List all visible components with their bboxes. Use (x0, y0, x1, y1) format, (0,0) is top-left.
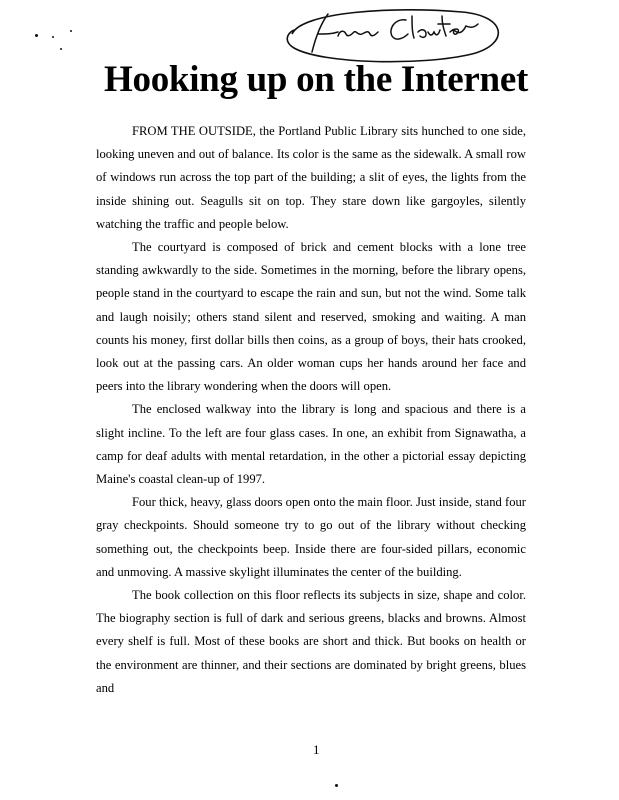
paragraph: FROM THE OUTSIDE, the Portland Public Library sits hunched to one side, looking uneven and out of balance. Its color is the same as the sidewalk. A small row of windows run across the top part of the building; a slit of eyes, the lights from the inside shining out. Seagulls sit on top. They stare down like gargoyles, silently watching the traffic and people below. (96, 124, 526, 231)
scan-speck (35, 34, 38, 37)
page-title: Hooking up on the Internet (104, 59, 528, 100)
essay-body (96, 120, 526, 700)
paragraph: The enclosed walkway into the library is long and spacious and there is a slight incline. To the left are four glass cases. In one, an exhibit from Signawatha, a camp for deaf adults with mental retardation, in the other a pictorial essay depicting Maine's coastal clean-up of 1997. (96, 402, 526, 487)
page-number: 1 (313, 742, 320, 757)
scan-speck (52, 36, 54, 38)
handwritten-signature (282, 4, 508, 66)
paragraph: Four thick, heavy, glass doors open onto the main floor. Just inside, stand four gray checkpoints. Should someone try to go out of the library without checking something out, the checkpoints beep. Inside there are four-sided pillars, economic and unmoving. A massive skylight illuminates the center of the building. (96, 495, 526, 579)
paragraph: The book collection on this floor reflects its subjects in size, shape and color. The biography section is full of dark and serious greens, blacks and browns. Almost every shelf is full. Most of these books are short and thick. But books on health or the environment are thinner, and their sections are dominated by bright greens, blues and (96, 588, 526, 695)
scan-speck (70, 30, 72, 32)
scan-speck (60, 48, 62, 50)
paragraph: The courtyard is composed of brick and cement blocks with a lone tree standing awkwardly to the side. Sometimes in the morning, before the library opens, people stand in the courtyard to escape the rain and sun, but not the wind. Some talk and laugh noisily; others stand silent and reserved, smoking and waiting. A man counts his money, first dollar bills then coins, as a group of boys, their hats crooked, look out at the passing cars. An older woman cups her hands around her face and peers into the library wondering when the doors will open. (96, 240, 526, 394)
scan-speck (335, 784, 338, 787)
